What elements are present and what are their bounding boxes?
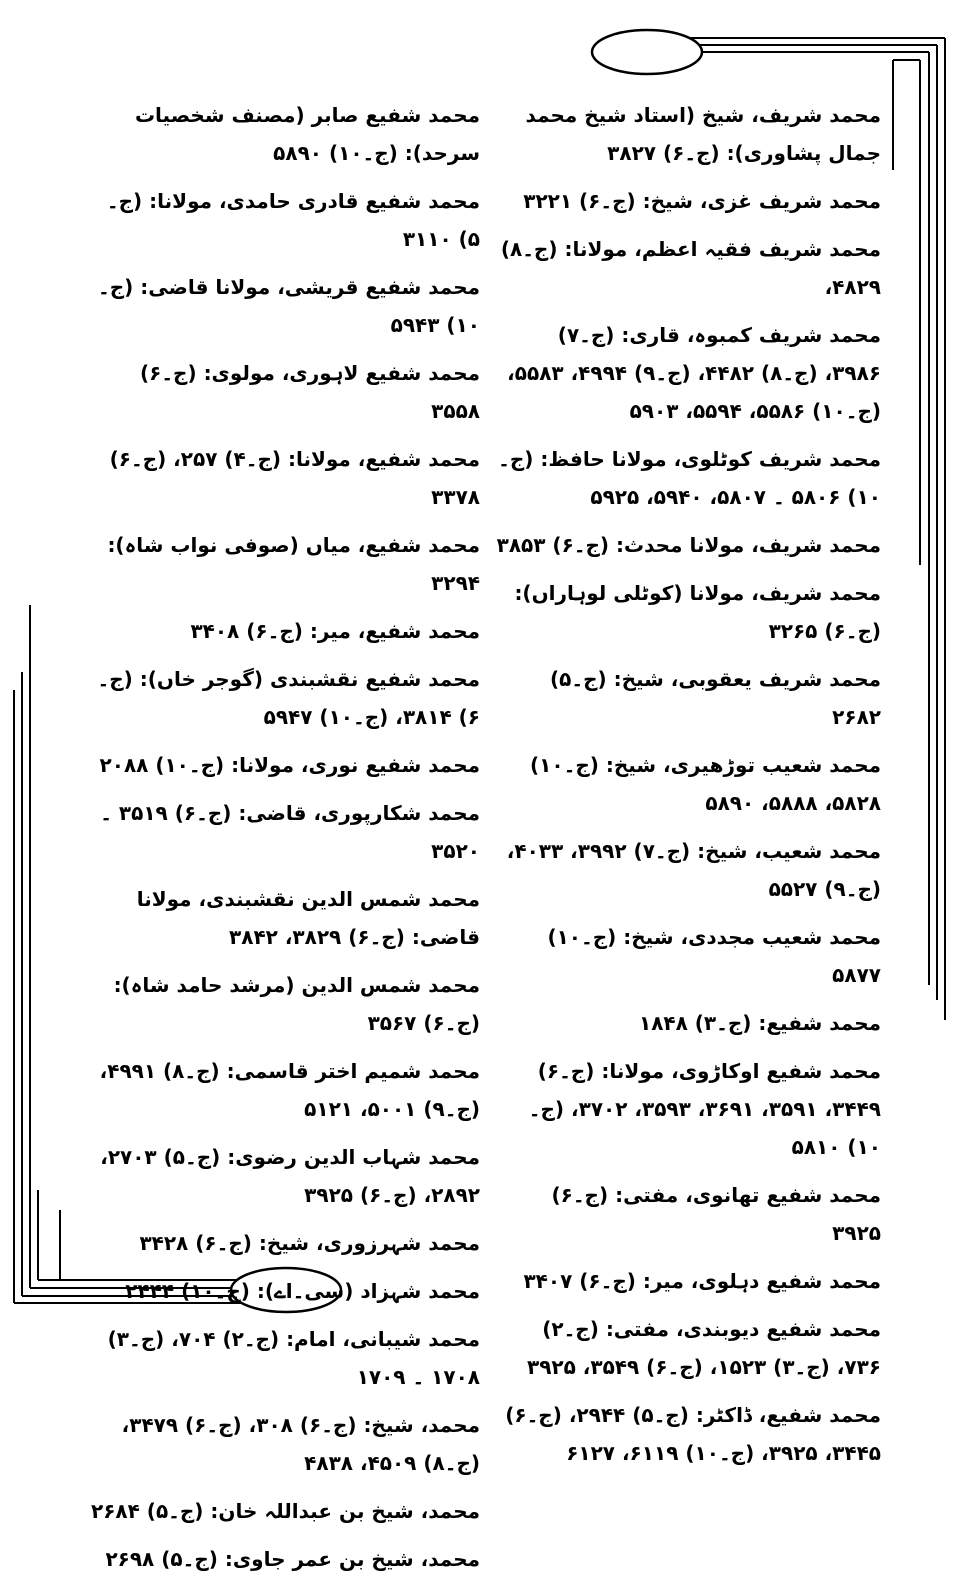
entry-refs: (ج۔۶) ۳۴۰۷: [523, 1269, 636, 1293]
entry-name: محمد شفیع تھانوی، مفتی:: [615, 1183, 881, 1207]
index-entry: [496, 526, 881, 564]
entry-name: محمد شریف، مولانا محدث:: [616, 533, 881, 557]
entry-name: محمد شعیب توڑھیری، شیخ:: [605, 753, 881, 777]
entry-refs: (ج۔۶) ۳۴۴۹، ۳۵۹۱، ۳۶۹۱، ۳۵۹۳، ۳۷۰۲، (ج۔۱۰) ۵۸۱۰: [528, 1059, 881, 1159]
entry-refs: (ج۔۶) ۳۸۲۷: [607, 141, 720, 165]
index-entry: [496, 1052, 881, 1166]
entry-refs: (ج۔۶) ۳۰۸، (ج۔۶) ۳۴۷۹، (ج۔۸) ۴۵۰۹، ۴۸۳۸: [121, 1413, 480, 1475]
entry-refs: (ج۔۱۰) ۵۸۰۶ ۔ ۵۸۰۷، ۵۹۴۰، ۵۹۲۵: [498, 447, 881, 509]
entry-name: محمد شفیع، میر:: [309, 619, 480, 643]
entry-refs: (ج۔۶) ۳۴۰۸: [190, 619, 303, 643]
entry-name: محمد شفیع دیوبندی، مفتی:: [605, 1317, 881, 1341]
index-entry: [90, 660, 480, 736]
entry-name: محمد شعیب، شیخ:: [697, 839, 881, 863]
entry-refs: (ج۔۲) ۷۰۴، (ج۔۳) ۱۷۰۸ ۔ ۱۷۰۹: [107, 1327, 480, 1389]
entry-refs: (ج۔۱۰) ۵۸۹۰: [273, 141, 398, 165]
entry-refs: (ج۔۵) ۲۷۰۳، ۲۸۹۲، (ج۔۶) ۳۹۲۵: [100, 1145, 480, 1207]
index-entry: [90, 1224, 480, 1262]
entry-name: محمد شفیع دہلوی، میر:: [642, 1269, 881, 1293]
entry-name: محمد شفیع، مولانا:: [287, 447, 480, 471]
index-entry: [496, 96, 881, 172]
index-entry: [90, 182, 480, 258]
entry-name: محمد شہرزوری، شیخ:: [258, 1231, 480, 1255]
entry-refs: (ج۔۵) ۲۶۸۲: [549, 667, 881, 729]
index-entry: [496, 316, 881, 430]
entry-name: محمد شہاب الدین رضوی:: [227, 1145, 480, 1169]
entry-name: محمد شریف، مولانا (کوٹلی لوہاراں):: [514, 581, 881, 605]
index-entry: [90, 1406, 480, 1482]
index-entry: [496, 1262, 881, 1300]
entry-refs: (ج۔۶) ۳۲۶۵: [768, 619, 881, 643]
entry-refs: (ج۔۶) ۳۵۵۸: [139, 361, 480, 423]
entry-refs: (ج۔۱۰) ۵۸۲۸، ۵۸۸۸، ۵۸۹۰: [530, 753, 881, 815]
index-entry: [90, 354, 480, 430]
index-entry: [496, 182, 881, 220]
entry-refs: (ج۔۶) ۳۹۲۵: [551, 1183, 881, 1245]
entry-name: محمد شفیع:: [758, 1011, 881, 1035]
index-entry: [90, 268, 480, 344]
entry-refs: (ج۔۶) ۳۵۱۹ ۔ ۳۵۲۰: [100, 801, 480, 863]
entry-refs: (ج۔۶) ۳۲۲۱: [523, 189, 636, 213]
index-entry: [496, 574, 881, 650]
entry-name: محمد شفیع، میاں (صوفی نواب شاہ):: [107, 533, 480, 557]
entry-refs: (ج۔۳) ۱۸۴۸: [638, 1011, 752, 1035]
entry-name: محمد شہزاد (سی۔اے):: [256, 1279, 480, 1303]
index-entry: [496, 1310, 881, 1386]
index-entry: [496, 832, 881, 908]
entry-name: محمد شریف یعقوبی، شیخ:: [613, 667, 881, 691]
index-entry: [90, 880, 480, 956]
index-entry: [496, 1004, 881, 1042]
entry-refs: (ج۔۵) ۲۶۸۴: [91, 1499, 204, 1523]
entry-refs: (ج۔۶) ۳۴۲۸: [139, 1231, 252, 1255]
entry-name: محمد شریف غزی، شیخ:: [642, 189, 881, 213]
index-entry: [90, 746, 480, 784]
left-column: [90, 96, 480, 1588]
entry-refs: (ج۔۶) ۳۸۲۹، ۳۸۴۲: [229, 925, 405, 949]
entry-refs: (ج۔۸) ۴۸۲۹،: [500, 237, 881, 299]
entry-name: محمد شفیع، ڈاکٹر:: [695, 1403, 881, 1427]
entry-refs: (ج۔۱۰) ۵۹۴۳: [98, 275, 480, 337]
entry-name: محمد شمس الدین (مرشد حامد شاہ):: [113, 973, 480, 997]
entry-refs: (ج۔۸) ۴۹۹۱، (ج۔۹) ۵۰۰۱، ۵۱۲۱: [99, 1059, 480, 1121]
index-entry: [496, 746, 881, 822]
entry-name: محمد شفیع قادری حامدی، مولانا:: [149, 189, 480, 213]
entry-refs: (ج۔۵) ۲۹۴۴، (ج۔۶) ۳۴۴۵، ۳۹۲۵، (ج۔۱۰) ۶۱۱۹، ۶۱۲۷: [505, 1403, 881, 1465]
entry-name: محمد شفیع قریشی، مولانا قاضی:: [140, 275, 480, 299]
entry-name: محمد، شیخ:: [363, 1413, 480, 1437]
entry-refs: (ج۔۶) ۳۸۱۴، (ج۔۱۰) ۵۹۴۷: [97, 667, 480, 729]
index-entry: [90, 440, 480, 516]
entry-name: محمد شریف کمبوہ، قاری:: [621, 323, 881, 347]
index-entry: [90, 966, 480, 1042]
entry-refs: (ج۔۵) ۲۶۹۸: [105, 1547, 218, 1571]
entry-name: محمد شفیع لاہوری، مولوی:: [203, 361, 480, 385]
entry-name: محمد شفیع اوکاڑوی، مولانا:: [601, 1059, 881, 1083]
index-entry: [496, 1176, 881, 1252]
entry-refs: (ج۔۷) ۳۹۹۲، ۴۰۳۳، (ج۔۹) ۵۵۲۷: [506, 839, 881, 901]
entry-refs: ۳۲۹۴: [431, 571, 480, 595]
index-entry: [90, 794, 480, 870]
index-entry: [90, 612, 480, 650]
entry-name: محمد شریف کوٹلوی، مولانا حافظ:: [540, 447, 881, 471]
entry-refs: (ج۔۶) ۳۸۵۳: [496, 533, 610, 557]
entry-refs: (ج۔۱۰) ۵۸۷۷: [547, 925, 881, 987]
index-entry: [90, 1052, 480, 1128]
entry-refs: (ج۔۱۰) ۲۴۴۴: [125, 1279, 250, 1303]
entry-name: محمد، شیخ بن عمر جاوی:: [224, 1547, 480, 1571]
entry-refs: (ج۔۲) ۷۳۶، (ج۔۳) ۱۵۲۳، (ج۔۶) ۳۵۴۹، ۳۹۲۵: [526, 1317, 881, 1379]
entry-name: محمد شمیم اختر قاسمی:: [226, 1059, 480, 1083]
index-entry: [496, 660, 881, 736]
index-entry: [90, 96, 480, 172]
index-entry: [496, 230, 881, 306]
index-entry: [90, 1492, 480, 1530]
right-column: [496, 96, 881, 1482]
entry-refs: (ج۔۴) ۲۵۷، (ج۔۶) ۳۳۷۸: [109, 447, 480, 509]
index-entry: [90, 526, 480, 602]
entry-name: محمد شریف فقیہ اعظم، مولانا:: [564, 237, 881, 261]
entry-name: محمد شفیع نوری، مولانا:: [231, 753, 480, 777]
entry-name: محمد شیبانی، امام:: [286, 1327, 480, 1351]
index-entry: [90, 1272, 480, 1310]
entry-name: محمد شکارپوری، قاضی:: [238, 801, 480, 825]
entry-name: محمد شعیب مجددی، شیخ:: [623, 925, 881, 949]
index-entry: [496, 440, 881, 516]
index-entry: [496, 918, 881, 994]
entry-name: محمد شمس الدین نقشبندی، مولانا قاضی:: [136, 887, 480, 949]
index-entry: [90, 1320, 480, 1396]
index-entry: [496, 1396, 881, 1472]
entry-refs: (ج۔۷) ۳۹۸۶، (ج۔۸) ۴۴۸۲، (ج۔۹) ۴۹۹۴، ۵۵۸۳، (ج۔۱۰) ۵۵۸۶، ۵۵۹۴، ۵۹۰۳: [507, 323, 881, 423]
entry-name: محمد شفیع نقشبندی (گوجر خاں):: [139, 667, 480, 691]
entry-name: محمد شفیع صابر (مصنف شخصیات سرحد):: [134, 103, 480, 165]
index-entry: [90, 1540, 480, 1578]
index-entry: [90, 1138, 480, 1214]
entry-refs: (ج۔۵) ۳۱۱۰: [106, 189, 480, 251]
entry-refs: (ج۔۶) ۳۵۶۷: [367, 1011, 480, 1035]
entry-name: محمد، شیخ بن عبداللہ خان:: [210, 1499, 480, 1523]
entry-name: محمد شریف، شیخ (استاد شیخ محمد جمال پشاوری):: [525, 103, 881, 165]
entry-refs: (ج۔۱۰) ۲۰۸۸: [99, 753, 225, 777]
top-ornament-oval: [592, 30, 702, 74]
